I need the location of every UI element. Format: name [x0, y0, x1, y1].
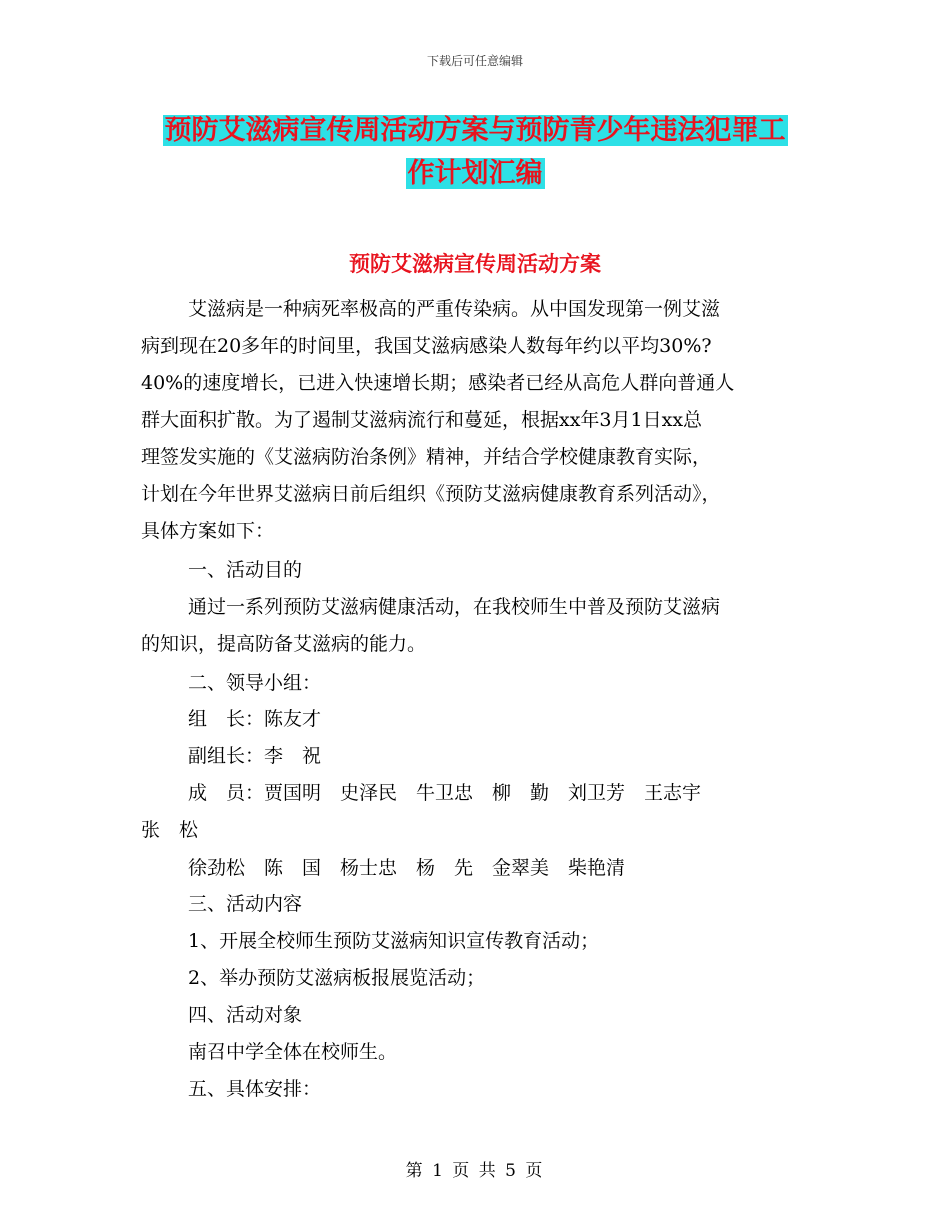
list-item: 组 长：陈友才	[188, 708, 322, 730]
list-item: 副组长：李 祝	[188, 745, 322, 767]
paragraph-line: 计划在今年世界艾滋病日前后组织《预防艾滋病健康教育系列活动》，	[141, 483, 721, 505]
list-item: 张 松	[141, 819, 199, 841]
list-item: 2、举办预防艾滋病板报展览活动；	[188, 967, 486, 989]
section-title: 预防艾滋病宣传周活动方案	[349, 251, 601, 276]
section-heading: 四、活动对象	[188, 1004, 303, 1026]
title-highlight: 预防艾滋病宣传周活动方案与预防青少年违法犯罪工	[164, 115, 786, 146]
page-footer: 第 1 页 共 5 页	[405, 1161, 545, 1181]
title-highlight: 作计划汇编	[407, 158, 543, 189]
paragraph-line: 具体方案如下：	[141, 520, 275, 542]
list-item: 1、开展全校师生预防艾滋病知识宣传教育活动；	[188, 930, 600, 952]
section-heading: 五、具体安排：	[188, 1078, 322, 1100]
paragraph-line: 的知识，提高防备艾滋病的能力。	[141, 633, 427, 655]
section-heading: 三、活动内容	[188, 893, 303, 915]
paragraph-line: 通过一系列预防艾滋病健康活动，在我校师生中普及预防艾滋病	[188, 596, 721, 618]
document-title-line-1	[0, 111, 950, 151]
section-heading: 一、活动目的	[188, 559, 303, 581]
paragraph-line: 理签发实施的《艾滋病防治条例》精神，并结合学校健康教育实际，	[141, 446, 712, 468]
section-heading: 二、领导小组：	[188, 672, 322, 694]
paragraph-line: 40%的速度增长，已进入快速增长期；感染者已经从高危人群向普通人	[141, 372, 735, 394]
paragraph-line: 病到现在20多年的时间里，我国艾滋病感染人数每年约以平均30%?	[141, 335, 712, 357]
header-note: 下载后可任意编辑	[426, 54, 523, 68]
paragraph-line: 艾滋病是一种病死率极高的严重传染病。从中国发现第一例艾滋	[188, 298, 721, 320]
list-item: 徐劲松 陈 国 杨士忠 杨 先 金翠美 柴艳清	[188, 857, 626, 879]
document-title-line-2	[0, 154, 950, 194]
list-item: 成 员：贾国明 史泽民 牛卫忠 柳 勤 刘卫芳 王志宇	[188, 782, 702, 804]
paragraph-line: 南召中学全体在校师生。	[188, 1041, 398, 1063]
paragraph-line: 群大面积扩散。为了遏制艾滋病流行和蔓延，根据xx年3月1日xx总	[141, 409, 703, 431]
